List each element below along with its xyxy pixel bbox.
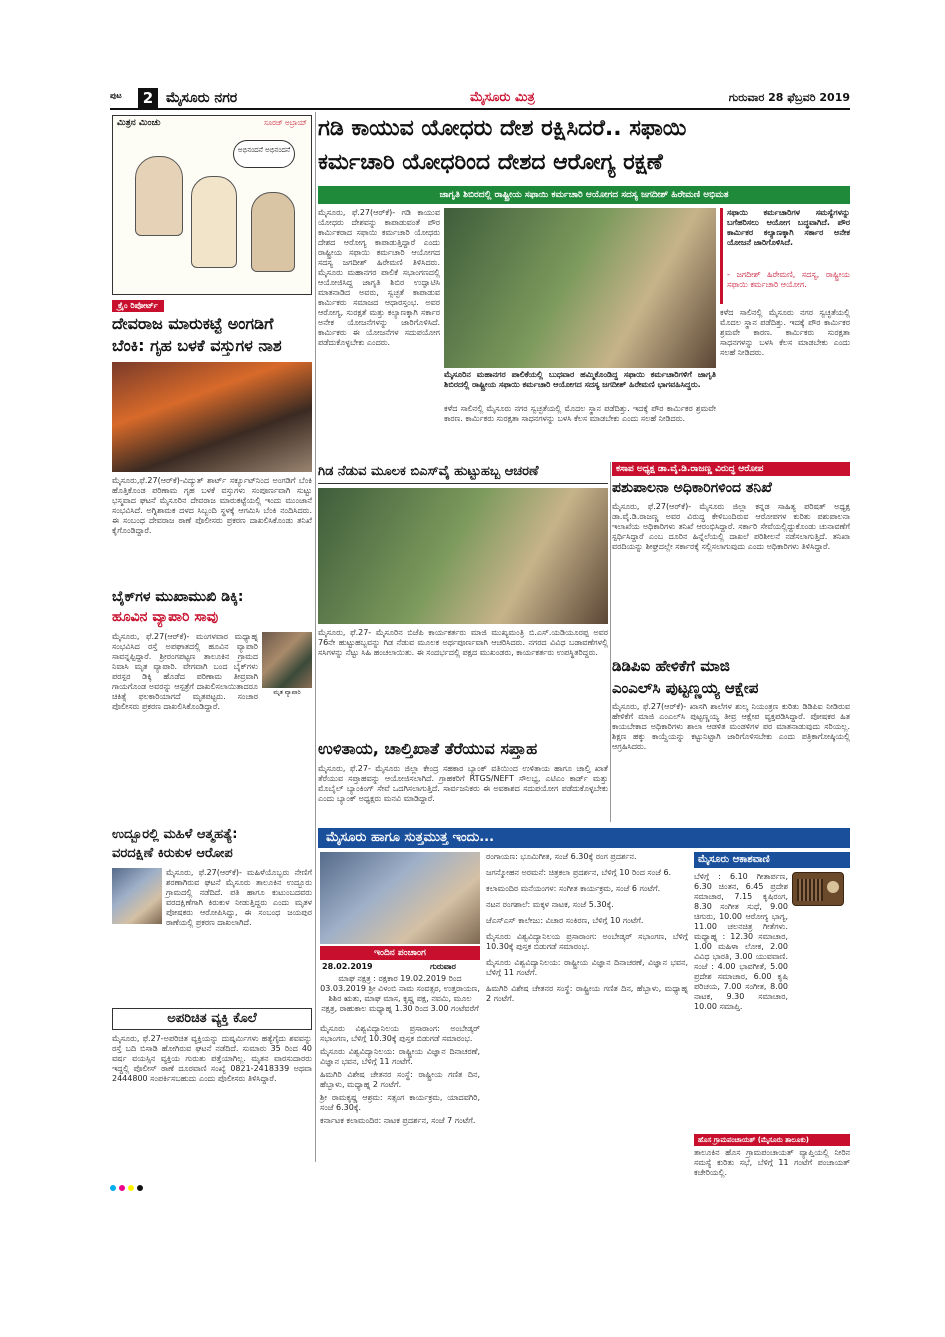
event-item: ಕಲಾಮಂದಿರ ಮನೆಯಂಗಳ: ಸಂಗೀತ ಕಾರ್ಯಕ್ರಮ, ಸಂಜೆ 6 ಗಂಟೆಗೆ.	[486, 884, 661, 893]
event-item: ಮೈಸೂರು ವಿಶ್ವವಿದ್ಯಾನಿಲಯ: ರಾಷ್ಟ್ರೀಯ ವಿಜ್ಞಾನ ದಿನಾಚರಣೆ, ವಿಜ್ಞಾನ ಭವನ, ಬೆಳಿಗ್ಗೆ 11 ಗಂಟೆಗೆ.	[486, 958, 688, 977]
event-item: ಮೈಸೂರು ವಿಶ್ವವಿದ್ಯಾನಿಲಯ ಪ್ರಸಾರಾಂಗ: ಅಂಬೇಡ್ಕರ್ ಸಭಾಂಗಣ, ಬೆಳಿಗ್ಗೆ 10.30ಕ್ಕೆ ಪುಸ್ತಕ ಬಿಡುಗಡೆ ಸಮಾರಂಭ.	[320, 1024, 480, 1043]
registration-marks	[110, 1176, 850, 1184]
event-item: ರಂಗಾಯಣ: ಭೂಮಿಗೀತ, ಸಂಜೆ 6.30ಕ್ಕೆ ರಂಗ ಪ್ರದರ್ಶನ.	[486, 852, 637, 861]
events-list-middle	[486, 852, 688, 1156]
event-item: ಜಗನ್ಮೋಹನ ಅರಮನೆ: ಚಿತ್ರಕಲಾ ಪ್ರದರ್ಶನ, ಬೆಳಿಗ್ಗೆ 10 ರಿಂದ ಸಂಜೆ 6.	[486, 868, 672, 877]
fire-headline-1: ದೇವರಾಜ ಮಾರುಕಟ್ಟೆ ಅಂಗಡಿಗೆ	[112, 314, 274, 333]
lead-photo	[444, 208, 716, 368]
ulitaya-body: ಮೈಸೂರು, ಫೆ.27- ಮೈಸೂರು ಜಿಲ್ಲಾ ಕೇಂದ್ರ ಸಹಕಾರ ಬ್ಯಾಂಕ್ ವತಿಯಿಂದ ಉಳಿತಾಯ ಹಾಗೂ ಚಾಲ್ತಿ ಖಾತೆ ತೆರೆಯುವ ಸಪ್ತಾಹವನ್ನು ಆಯೋಜಿಸಲಾಗಿದೆ. ಗ್ರಾಹಕರಿಗೆ RTGS/NEFT ಸೌಲಭ್ಯ, ಎಟಿಎಂ ಕಾರ್ಡ್ ಮತ್ತು ಮೊಬೈಲ್ ಬ್ಯಾಂಕಿಂಗ್ ಸೇವೆ ಒದಗಿಸಲಾಗುತ್ತಿದೆ. ಸಾರ್ವಜನಿಕರು ಈ ಅವಕಾಶದ ಸದುಪಯೋಗ ಪಡೆದುಕೊಳ್ಳಬೇಕು ಎಂದು ಬ್ಯಾಂಕ್ ಅಧ್ಯಕ್ಷರು ಮನವಿ ಮಾಡಿದ್ದಾರೆ.	[318, 764, 608, 803]
dowry-victim-photo	[112, 868, 162, 924]
radio-text: ಬೆಳಿಗ್ಗೆ : 6.10 ಗೀತಾರ್ಪಣ, 6.30 ಚಿಂತನ, 6.45 ಪ್ರದೇಶ ಸಮಾಚಾರ, 7.15 ಕೃಷಿರಂಗ, 8.30 ಸಂಗೀತ ಸುಧೆ, 9.00 ಚಿಗುರು, 10.00 ಆರೋಗ್ಯ ಭಾಗ್ಯ, 11.00 ಚಲನಚಿತ್ರ ಗೀತೆಗಳು. ಮಧ್ಯಾಹ್ನ : 12.30 ಸಮಾಚಾರ, 1.00 ಮಹಿಳಾ ಲೋಕ, 2.00 ವಿವಿಧ ಭಾರತಿ, 3.00 ಯುವವಾಣಿ. ಸಂಜೆ : 4.00 ಭಾವಗೀತೆ, 5.00 ಪ್ರದೇಶ ಸಮಾಚಾರ, 6.00 ಕೃಷಿ ಪರಿಚಯ, 7.00 ಸಂಗೀತ, 8.00 ನಾಟಕ, 9.30 ಸಮಾಚಾರ, 10.00 ಸಮಾಪ್ತಿ.	[694, 872, 788, 1011]
issue-date: ಗುರುವಾರ 28 ಫೆಬ್ರವರಿ 2019	[728, 91, 850, 104]
lead-subhead-text: ಜಾಗೃತಿ ಶಿಬಿರದಲ್ಲಿ ರಾಷ್ಟ್ರೀಯ ಸಫಾಯಿ ಕರ್ಮಚಾರಿ ಆಯೋಗದ ಸದಸ್ಯ ಜಗದೀಶ್ ಹಿರೇಮಣಿ ಅಭಿಮತ	[439, 190, 729, 200]
cartoon-figure-left	[135, 156, 183, 236]
lead-body-col1: ಮೈಸೂರು, ಫೆ.27(ಆರ್‌ಕೆ)- ಗಡಿ ಕಾಯುವ ಯೋಧರು ದೇಶವನ್ನು ಕಾಪಾಡುವಂತೆ ಪೌರ ಕಾರ್ಮಿಕರಾದ ಸಫಾಯಿ ಕರ್ಮಚಾರಿ ಯೋಧರು ದೇಶದ ಆರೋಗ್ಯ ಕಾಪಾಡುತ್ತಿದ್ದಾರೆ ಎಂದು ರಾಷ್ಟ್ರೀಯ ಸಫಾಯಿ ಕರ್ಮಚಾರಿ ಆಯೋಗದ ಸದಸ್ಯ ಜಗದೀಶ್ ಹಿರೇಮಣಿ ತಿಳಿಸಿದರು. ಮೈಸೂರು ಮಹಾನಗರ ಪಾಲಿಕೆ ಸಭಾಂಗಣದಲ್ಲಿ ಆಯೋಜಿಸಿದ್ದ ಜಾಗೃತಿ ಶಿಬಿರ ಉದ್ಘಾಟಿಸಿ ಮಾತನಾಡಿದ ಅವರು, ಸ್ವಚ್ಛತೆ ಕಾಪಾಡುವ ಕಾರ್ಮಿಕರು ಸಮಾಜದ ಆಧಾರಸ್ತಂಭ. ಅವರ ಆರೋಗ್ಯ, ಸುರಕ್ಷತೆ ಮತ್ತು ಕಲ್ಯಾಣಕ್ಕಾಗಿ ಸರ್ಕಾರ ಅನೇಕ ಯೋಜನೆಗಳನ್ನು ಜಾರಿಗೊಳಿಸಿದೆ. ಕಾರ್ಮಿಕರು ಈ ಯೋಜನೆಗಳ ಸದುಪಯೋಗ ಪಡೆದುಕೊಳ್ಳಬೇಕು ಎಂದರು.	[318, 208, 440, 347]
cartoon-speech: ಅಭಿನಂದನೆ ಅಭಿನಂದನೆ	[237, 146, 291, 154]
event-item: ಶ್ರೀ ರಾಮಕೃಷ್ಣ ಆಶ್ರಮ: ಸತ್ಸಂಗ ಕಾರ್ಯಕ್ರಮ, ಯಾದವಗಿರಿ, ಸಂಜೆ 6.30ಕ್ಕೆ.	[320, 1093, 480, 1112]
masthead: ಮೈಸೂರು ಮಿತ್ರ	[470, 90, 535, 105]
radio-icon	[792, 872, 844, 906]
events-title: ಮೈಸೂರು ಹಾಗೂ ಸುತ್ತಮುತ್ತ ಇಂದು...	[326, 830, 495, 845]
panchanga-title: ಇಂದಿನ ಪಂಚಾಂಗ	[374, 948, 426, 958]
events-list-left	[320, 1024, 480, 1156]
event-item: ಹಿಮಗಿರಿ ವಿಶೇಷ ಚೇತನರ ಸಂಸ್ಥೆ: ರಾಷ್ಟ್ರೀಯ ಗಣಿತ ದಿನ, ಹೆಬ್ಬಾಳು, ಮಧ್ಯಾಹ್ನ 2 ಗಂಟೆಗೆ.	[486, 984, 688, 1003]
rajanna-kicker: ಕಸಾಪ ಅಧ್ಯಕ್ಷ ಡಾ.ವೈ.ಡಿ.ರಾಜಣ್ಣ ವಿರುದ್ಧ ಆರೋಪ	[612, 462, 850, 476]
cartoon-label: ಮಿತ್ರನ ಮಿಂಚು	[117, 118, 161, 128]
radio-title-bar	[694, 852, 850, 868]
bike-body: ಮೈಸೂರು, ಫೆ.27(ಆರ್‌ಕೆ)- ಮಂಗಳವಾರ ಮಧ್ಯಾಹ್ನ ಸಂಭವಿಸಿದ ರಸ್ತೆ ಅಪಘಾತದಲ್ಲಿ ಹೂವಿನ ವ್ಯಾಪಾರಿ ಸಾವನ್ನಪ್ಪಿದ್ದಾರೆ. ಶ್ರೀರಂಗಪಟ್ಟಣ ತಾಲೂಕಿನ ಗ್ರಾಮದ ನಿವಾಸಿ ಮೃತ ವ್ಯಾಪಾರಿ. ವೇಗವಾಗಿ ಬಂದ ಬೈಕ್‌ಗಳು ಪರಸ್ಪರ ಡಿಕ್ಕಿ ಹೊಡೆದ ಪರಿಣಾಮ ತೀವ್ರವಾಗಿ ಗಾಯಗೊಂಡ ಅವರನ್ನು ಆಸ್ಪತ್ರೆಗೆ ದಾಖಲಿಸಲಾಯಿತಾದರೂ ಚಿಕಿತ್ಸೆ ಫಲಕಾರಿಯಾಗದೆ ಮೃತಪಟ್ಟರು. ಸಂಚಾರ ಪೊಲೀಸರು ಪ್ರಕರಣ ದಾಖಲಿಸಿಕೊಂಡಿದ್ದಾರೆ.	[112, 632, 258, 711]
bike-photo-caption: ಮೃತ ವ್ಯಾಪಾರಿ	[273, 689, 301, 696]
lead-headline-2: ಕರ್ಮಚಾರಿ ಯೋಧರಿಂದ ದೇಶದ ಆರೋಗ್ಯ ರಕ್ಷಣೆ	[318, 150, 663, 175]
page-label: ಪುಟ	[110, 91, 122, 100]
cartoon-speech-bubble	[233, 140, 295, 168]
column-rule	[315, 112, 316, 1162]
panchanga-title-bar	[320, 946, 480, 960]
lead-headline-block	[318, 112, 850, 186]
rajanna-headline: ಪಶುಪಾಲನಾ ಅಧಿಕಾರಿಗಳಿಂದ ತನಿಖೆ	[612, 480, 772, 496]
dpi-headline-1: ಡಿಡಿಪಿಐ ಹೇಳಿಕೆಗೆ ಮಾಜಿ	[612, 657, 730, 675]
dpi-headline-2: ಎಂಎಲ್‌ಸಿ ಪುಟ್ಟಣ್ಣಯ್ಯ ಆಕ್ಷೇಪ	[612, 679, 759, 697]
event-item: ಜೆಎಸ್‌ಎಸ್ ಕಾಲೇಜು: ವಿಚಾರ ಸಂಕಿರಣ, ಬೆಳಿಗ್ಗೆ 10 ಗಂಟೆಗೆ.	[486, 916, 644, 925]
event-item: ಮೈಸೂರು ವಿಶ್ವವಿದ್ಯಾನಿಲಯ: ರಾಷ್ಟ್ರೀಯ ವಿಜ್ಞಾನ ದಿನಾಚರಣೆ, ವಿಜ್ಞಾನ ಭವನ, ಬೆಳಿಗ್ಗೆ 11 ಗಂಟೆಗೆ.	[320, 1047, 480, 1066]
bike-victim-photo	[262, 632, 312, 688]
bsy-photo	[318, 488, 608, 624]
lead-headline-1: ಗಡಿ ಕಾಯುವ ಯೋಧರು ದೇಶ ರಕ್ಷಿಸಿದರೆ.. ಸಫಾಯಿ	[318, 116, 687, 141]
fire-body: ಮೈಸೂರು,ಫೆ.27(ಆರ್‌ಕೆ)-ವಿದ್ಯುತ್ ಶಾರ್ಟ್ ಸರ್ಕ್ಯೂಟ್‌ನಿಂದ ಅಂಗಡಿಗೆ ಬೆಂಕಿ ಹೊತ್ತಿಕೊಂಡ ಪರಿಣಾಮ ಗೃಹ ಬಳಕೆ ವಸ್ತುಗಳು ಸಂಪೂರ್ಣವಾಗಿ ಸುಟ್ಟು ಭಸ್ಮವಾದ ಘಟನೆ ಮೈಸೂರಿನ ದೇವರಾಜ ಮಾರುಕಟ್ಟೆಯಲ್ಲಿ ಇಂದು ಮುಂಜಾನೆ ಸಂಭವಿಸಿದೆ. ಅಗ್ನಿಶಾಮಕ ದಳದ ಸಿಬ್ಬಂದಿ ಸ್ಥಳಕ್ಕೆ ಆಗಮಿಸಿ ಬೆಂಕಿ ನಂದಿಸಿದರು. ಈ ಸಂಬಂಧ ದೇವರಾಜ ಠಾಣೆ ಪೊಲೀಸರು ಪ್ರಕರಣ ದಾಖಲಿಸಿಕೊಂಡು ತನಿಖೆ ಕೈಗೊಂಡಿದ್ದಾರೆ.	[112, 476, 312, 535]
unknown-headline-box	[112, 1008, 312, 1030]
fire-headline-2: ಬೆಂಕಿ: ಗೃಹ ಬಳಕೆ ವಸ್ತುಗಳ ನಾಶ	[112, 336, 282, 355]
rajanna-body: ಮೈಸೂರು, ಫೆ.27(ಆರ್‌ಕೆ)- ಮೈಸೂರು ಜಿಲ್ಲಾ ಕನ್ನಡ ಸಾಹಿತ್ಯ ಪರಿಷತ್ ಅಧ್ಯಕ್ಷ ಡಾ.ವೈ.ಡಿ.ರಾಜಣ್ಣ ಅವರ ವಿರುದ್ಧ ಕೇಳಿಬಂದಿರುವ ಆರೋಪಗಳ ಕುರಿತು ಪಶುಪಾಲನಾ ಇಲಾಖೆಯ ಅಧಿಕಾರಿಗಳು ತನಿಖೆ ಆರಂಭಿಸಿದ್ದಾರೆ. ಸರ್ಕಾರಿ ಸೇವೆಯಲ್ಲಿದ್ದುಕೊಂಡು ಚುನಾವಣೆಗೆ ಸ್ಪರ್ಧಿಸಿದ್ದಾರೆ ಎಂಬ ದೂರಿನ ಹಿನ್ನೆಲೆಯಲ್ಲಿ ದಾಖಲೆ ಪರಿಶೀಲನೆ ನಡೆಸಲಾಗುತ್ತಿದೆ. ತನಿಖಾ ವರದಿಯನ್ನು ಶೀಘ್ರದಲ್ಲೇ ಸರ್ಕಾರಕ್ಕೆ ಸಲ್ಲಿಸಲಾಗುವುದು ಎಂದು ಅಧಿಕಾರಿಗಳು ತಿಳಿಸಿದ್ದಾರೆ.	[612, 502, 850, 551]
cartoon-figure-right	[251, 192, 295, 272]
radio-footer-text: ತಾಲೂಕಿನ ಹೊಸ ಗ್ರಾಮಪಂಚಾಯತ್ ವ್ಯಾಪ್ತಿಯಲ್ಲಿ ನೀರಿನ ಸಮಸ್ಯೆ ಕುರಿತು ಸಭೆ, ಬೆಳಿಗ್ಗೆ 11 ಗಂಟೆಗೆ ಪಂಚಾಯತ್ ಕಚೇರಿಯಲ್ಲಿ.	[694, 1148, 850, 1177]
bsy-body: ಮೈಸೂರು, ಫೆ.27- ಮೈಸೂರಿನ ಬಿಜೆಪಿ ಕಾರ್ಯಕರ್ತರು ಮಾಜಿ ಮುಖ್ಯಮಂತ್ರಿ ಬಿ.ಎಸ್.ಯಡಿಯೂರಪ್ಪ ಅವರ 76ನೇ ಹುಟ್ಟುಹಬ್ಬವನ್ನು ಗಿಡ ನೆಡುವ ಮೂಲಕ ಅರ್ಥಪೂರ್ಣವಾಗಿ ಆಚರಿಸಿದರು. ನಗರದ ವಿವಿಧ ಬಡಾವಣೆಗಳಲ್ಲಿ ಸಸಿಗಳನ್ನು ನೆಟ್ಟು ಸಿಹಿ ಹಂಚಲಾಯಿತು. ಈ ಸಂದರ್ಭದಲ್ಲಿ ಪಕ್ಷದ ಮುಖಂಡರು, ಕಾರ್ಯಕರ್ತರು ಉಪಸ್ಥಿತರಿದ್ದರು.	[318, 628, 608, 657]
events-title-bar	[318, 828, 850, 848]
bike-headline-2: ಹೂವಿನ ವ್ಯಾಪಾರಿ ಸಾವು	[112, 609, 219, 625]
bsy-headline: ಗಿಡ ನೆಡುವ ಮೂಲಕ ಬಿಎಸ್‌ವೈ ಹುಟ್ಟುಹಬ್ಬ ಆಚರಣೆ	[318, 464, 539, 479]
lead-quote-credit: - ಜಗದೀಶ್ ಹಿರೇಮಣಿ, ಸದಸ್ಯ, ರಾಷ್ಟ್ರೀಯ ಸಫಾಯಿ ಕರ್ಮಚಾರಿ ಆಯೋಗ.	[727, 270, 850, 289]
lead-body-col2: ಕಳೆದ ಸಾಲಿನಲ್ಲಿ ಮೈಸೂರು ನಗರ ಸ್ವಚ್ಛತೆಯಲ್ಲಿ ಮೊದಲ ಸ್ಥಾನ ಪಡೆದಿತ್ತು. ಇದಕ್ಕೆ ಪೌರ ಕಾರ್ಮಿಕರ ಶ್ರಮವೇ ಕಾರಣ. ಕಾರ್ಮಿಕರು ಸುರಕ್ಷತಾ ಸಾಧನಗಳನ್ನು ಬಳಸಿ ಕೆಲಸ ಮಾಡಬೇಕು ಎಂದು ಸಲಹೆ ನೀಡಿದರು.	[444, 404, 716, 423]
fire-photo	[112, 362, 312, 472]
palace-photo	[320, 852, 480, 944]
lead-quote-box	[720, 208, 850, 304]
panchanga-weekday: ಗುರುವಾರ	[430, 962, 456, 971]
section-title: ಮೈಸೂರು ನಗರ	[166, 90, 238, 106]
unknown-headline: ಅಪರಿಚಿತ ವ್ಯಕ್ತಿ ಕೊಲೆ	[167, 1011, 257, 1026]
header-rule	[110, 108, 850, 110]
dowry-body: ಮೈಸೂರು, ಫೆ.27(ಆರ್‌ಕೆ)- ಮಹಿಳೆಯೊಬ್ಬರು ನೇಣಿಗೆ ಶರಣಾಗಿರುವ ಘಟನೆ ಮೈಸೂರು ತಾಲೂಕಿನ ಉದ್ಬೂರು ಗ್ರಾಮದಲ್ಲಿ ನಡೆದಿದೆ. ಪತಿ ಹಾಗೂ ಕುಟುಂಬದವರು ವರದಕ್ಷಿಣೆಗಾಗಿ ಕಿರುಕುಳ ನೀಡುತ್ತಿದ್ದರು ಎಂದು ಮೃತಳ ಪೋಷಕರು ಆರೋಪಿಸಿದ್ದು, ಈ ಸಂಬಂಧ ಜಯಪುರ ಠಾಣೆಯಲ್ಲಿ ಪ್ರಕರಣ ದಾಖಲಾಗಿದೆ.	[166, 868, 312, 927]
dowry-headline-2: ವರದಕ್ಷಿಣೆ ಕಿರುಕುಳ ಆರೋಪ	[112, 846, 233, 861]
lead-subhead	[318, 186, 850, 204]
panchanga-text: ಮಾಘ ನಕ್ಷತ್ರ : ರಕ್ಷಕಾರ 19.02.2019 ರಿಂದ 03.03.2019 ಶ್ರೀ ವಿಳಂಬಿ ನಾಮ ಸಂವತ್ಸರ, ಉತ್ತರಾಯಣ, ಶಿಶಿರ ಋತು, ಮಾಘ ಮಾಸ, ಕೃಷ್ಣ ಪಕ್ಷ, ನವಮಿ, ಮೂಲ ನಕ್ಷತ್ರ, ರಾಹುಕಾಲ ಮಧ್ಯಾಹ್ನ 1.30 ರಿಂದ 3.00 ಗಂಟೆವರೆಗೆ	[320, 974, 480, 1013]
dpi-body: ಮೈಸೂರು, ಫೆ.27(ಆರ್‌ಕೆ)- ಖಾಸಗಿ ಶಾಲೆಗಳ ಶುಲ್ಕ ನಿಯಂತ್ರಣ ಕುರಿತು ಡಿಡಿಪಿಐ ನೀಡಿರುವ ಹೇಳಿಕೆಗೆ ಮಾಜಿ ಎಂಎಲ್‌ಸಿ ಪುಟ್ಟಣ್ಣಯ್ಯ ತೀವ್ರ ಆಕ್ಷೇಪ ವ್ಯಕ್ತಪಡಿಸಿದ್ದಾರೆ. ಪೋಷಕರ ಹಿತ ಕಾಯಬೇಕಾದ ಅಧಿಕಾರಿಗಳು ಶಾಲಾ ಆಡಳಿತ ಮಂಡಳಿಗಳ ಪರ ಮಾತನಾಡುವುದು ಸರಿಯಲ್ಲ. ಶಿಕ್ಷಣ ಹಕ್ಕು ಕಾಯ್ದೆಯನ್ನು ಕಟ್ಟುನಿಟ್ಟಾಗಿ ಜಾರಿಗೊಳಿಸಬೇಕು ಎಂದು ಪತ್ರಿಕಾಗೋಷ್ಠಿಯಲ್ಲಿ ಆಗ್ರಹಿಸಿದರು.	[612, 702, 850, 751]
event-item: ಹಿಮಗಿರಿ ವಿಶೇಷ ಚೇತನರ ಸಂಸ್ಥೆ: ರಾಷ್ಟ್ರೀಯ ಗಣಿತ ದಿನ, ಹೆಬ್ಬಾಳು, ಮಧ್ಯಾಹ್ನ 2 ಗಂಟೆಗೆ.	[320, 1070, 480, 1089]
event-item: ಮೈಸೂರು ವಿಶ್ವವಿದ್ಯಾನಿಲಯ ಪ್ರಸಾರಾಂಗ: ಅಂಬೇಡ್ಕರ್ ಸಭಾಂಗಣ, ಬೆಳಿಗ್ಗೆ 10.30ಕ್ಕೆ ಪುಸ್ತಕ ಬಿಡುಗಡೆ ಸಮಾರಂಭ.	[486, 932, 688, 951]
cartoon-credit: ಸೂರಜ್ ಅಬ್ರಾಯ್	[263, 119, 307, 127]
lead-body-col3: ಕಳೆದ ಸಾಲಿನಲ್ಲಿ ಮೈಸೂರು ನಗರ ಸ್ವಚ್ಛತೆಯಲ್ಲಿ ಮೊದಲ ಸ್ಥಾನ ಪಡೆದಿತ್ತು. ಇದಕ್ಕೆ ಪೌರ ಕಾರ್ಮಿಕರ ಶ್ರಮವೇ ಕಾರಣ. ಕಾರ್ಮಿಕರು ಸುರಕ್ಷತಾ ಸಾಧನಗಳನ್ನು ಬಳಸಿ ಕೆಲಸ ಮಾಡಬೇಕು ಎಂದು ಸಲಹೆ ನೀಡಿದರು.	[720, 308, 850, 357]
event-item: ಕರ್ನಾಟಕ ಕಲಾಮಂದಿರ: ನಾಟಕ ಪ್ರದರ್ಶನ, ಸಂಜೆ 7 ಗಂಟೆಗೆ.	[320, 1116, 476, 1125]
radio-footer-title: ಹೊಸ ಗ್ರಾಮಪಂಚಾಯತ್ (ಮೈಸೂರು ತಾಲೂಕು)	[698, 1136, 809, 1144]
bsy-headline-box	[318, 462, 608, 484]
radio-title: ಮೈಸೂರು ಆಕಾಶವಾಣಿ	[698, 854, 770, 865]
cartoon-figure-center	[191, 176, 237, 268]
panchanga-date: 28.02.2019	[322, 962, 373, 971]
bike-headline-1: ಬೈಕ್‌ಗಳ ಮುಖಾಮುಖಿ ಡಿಕ್ಕಿ:	[112, 589, 244, 605]
dowry-headline-1: ಉದ್ಬೂರಲ್ಲಿ ಮಹಿಳೆ ಆತ್ಮಹತ್ಯೆ:	[112, 827, 238, 842]
cartoon-box	[112, 115, 312, 295]
lead-quote: ಸಫಾಯಿ ಕರ್ಮಚಾರಿಗಳ ಸಮಸ್ಯೆಗಳನ್ನು ಬಗೆಹರಿಸಲು ಆಯೋಗ ಬದ್ಧವಾಗಿದೆ. ಪೌರ ಕಾರ್ಮಿಕರ ಕಲ್ಯಾಣಕ್ಕಾಗಿ ಸರ್ಕಾರ ಅನೇಕ ಯೋಜನೆ ಜಾರಿಗೊಳಿಸಿದೆ.	[727, 208, 850, 247]
column-rule	[610, 462, 611, 822]
event-item: ನಟನ ರಂಗಶಾಲೆ: ಮಕ್ಕಳ ನಾಟಕ, ಸಂಜೆ 5.30ಕ್ಕೆ.	[486, 900, 614, 909]
page-header	[110, 88, 850, 110]
ulitaya-headline: ಉಳಿತಾಯ, ಚಾಲ್ತಿಖಾತೆ ತೆರೆಯುವ ಸಪ್ತಾಹ	[318, 739, 538, 758]
page-number: 2	[138, 88, 158, 108]
fire-kicker: ಕ್ರೈಂ ರಿಪೋರ್ಟ್	[112, 300, 164, 312]
radio-footer-title-bar	[694, 1134, 850, 1146]
lead-photo-caption: ಮೈಸೂರಿನ ಮಹಾನಗರ ಪಾಲಿಕೆಯಲ್ಲಿ ಬುಧವಾರ ಹಮ್ಮಿಕೊಂಡಿದ್ದ ಸಫಾಯಿ ಕರ್ಮಚಾರಿಗಳಿಗೆ ಜಾಗೃತಿ ಶಿಬಿರದಲ್ಲಿ ರಾಷ್ಟ್ರೀಯ ಸಫಾಯಿ ಕರ್ಮಚಾರಿ ಆಯೋಗದ ಸದಸ್ಯ ಜಗದೀಶ್ ಹಿರೇಮಣಿ ಭಾಗವಹಿಸಿದ್ದರು.	[444, 370, 716, 389]
unknown-body: ಮೈಸೂರು, ಫೆ.27-ಅಪರಿಚಿತ ವ್ಯಕ್ತಿಯನ್ನು ದುಷ್ಕರ್ಮಿಗಳು ಹತ್ಯೆಗೈದು ಶವವನ್ನು ರಸ್ತೆ ಬದಿ ಬಿಸಾಡಿ ಹೋಗಿರುವ ಘಟನೆ ನಡೆದಿದೆ. ಸುಮಾರು 35 ರಿಂದ 40 ವರ್ಷ ವಯಸ್ಸಿನ ವ್ಯಕ್ತಿಯ ಗುರುತು ಪತ್ತೆಯಾಗಿಲ್ಲ. ಮೃತನ ವಾರಸುದಾರರು ಇದ್ದಲ್ಲಿ ಪೊಲೀಸ್ ಠಾಣೆ ದೂರವಾಣಿ ಸಂಖ್ಯೆ 0821-2418339 ಅಥವಾ 2444800 ಸಂಪರ್ಕಿಸಬಹುದು ಎಂದು ಪೊಲೀಸರು ತಿಳಿಸಿದ್ದಾರೆ.	[112, 1034, 312, 1083]
